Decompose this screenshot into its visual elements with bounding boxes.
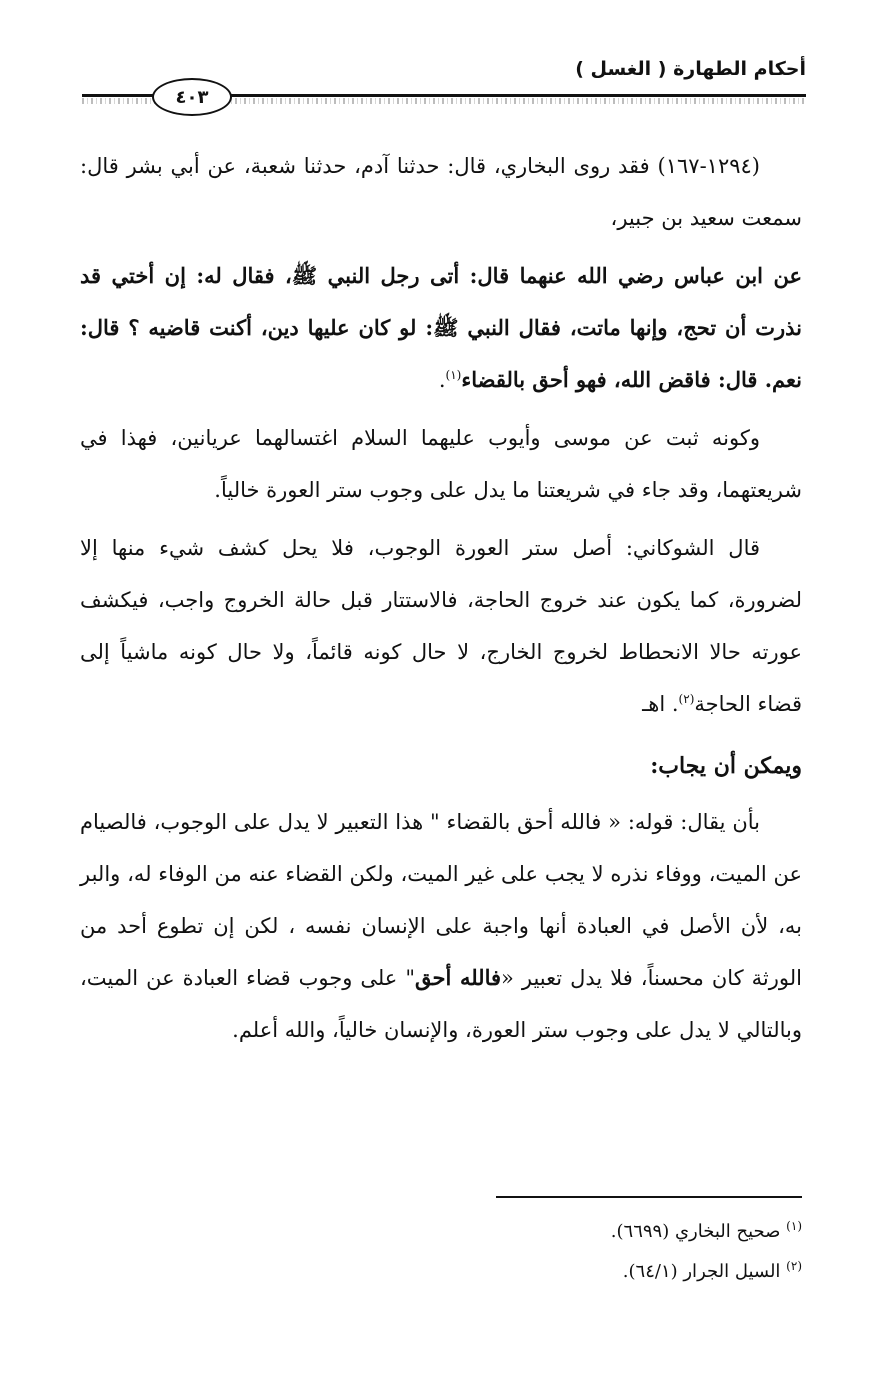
paragraph-isnad: (١٢٩٤-١٦٧) فقد روى البخاري، قال: حدثنا آدم، حدثنا شعبة، عن أبي بشر قال: سمعت سعيد بن جبير، [80,154,802,230]
paragraph-shawkani [80,522,802,730]
footnote-ref-2: (٢) [678,692,695,706]
section-heading: ويمكن أن يجاب: [650,753,802,779]
footnote-2 [80,1252,802,1292]
footnote-separator [496,1196,802,1198]
page-header [82,52,806,112]
footnote-1 [80,1212,802,1252]
hadith-end: . [438,368,446,392]
running-title: أحكام الطهارة ( الغسل ) [575,58,806,80]
paragraph-hadith [80,250,802,406]
footnotes [80,1212,802,1292]
paragraph-answer [80,796,802,1056]
footnote-2-mark: (٢) [786,1259,802,1273]
answer-text: بأن يقال: قوله: « فالله أحق بالقضاء " هذا التعبير لا يدل على الوجوب، فالصيام عن الميت، ووفاء نذره لا يجب على غير الميت، ولكن القضاء عنه من الوفاء له، والبر به، لأن الأصل في العبادة أنها واجبة على الإنسان نفسه ، لكن إن تطوع أحد من الورثة كان محسناً، فلا يدل تعبير « [80,810,802,990]
hadith-text: عن ابن عباس رضي الله عنهما قال: أتى رجل النبي ﷺ، فقال له: إن أختي قد نذرت أن تحج، وإنها ماتت، فقال النبي ﷺ: لو كان عليها دين، أكنت قاضيه ؟ قال: نعم. قال: فاقض الله، فهو أحق بالقضاء [80,263,802,392]
answer-end: " على وجوب قضاء العبادة عن الميت، وبالتالي لا يدل على وجوب ستر العورة، والإنسان خالياً، والله أعلم. [80,966,802,1042]
body-text [80,140,802,1062]
shawkani-text: قال الشوكاني: أصل ستر العورة الوجوب، فلا يحل كشف شيء منها إلا لضرورة، كما يكون عند خروج الحاجة، فالاستتار قبل حالة الخروج واجب، فيكشف عورته حالا الانحطاط لخروج الخارج، لا حال كونه قائماً، ولا حال كونه ماشياً إلى قضاء الحاجة [80,536,802,716]
answer-bold: فالله أحق [415,965,502,990]
footnote-2-text: السيل الجرار (٦٤/١). [622,1261,781,1282]
paragraph-moses-ayyub: وكونه ثبت عن موسى وأيوب عليهما السلام اغتسالهما عريانين، فهذا في شريعتهما، وقد جاء في شريعتنا ما يدل على وجوب ستر العورة خالياً. [80,426,802,502]
footnote-ref-1: (١) [445,368,462,382]
footnote-1-mark: (١) [786,1219,802,1233]
shawkani-end: . اهـ [642,692,679,716]
page-number: ٤٠٣ [152,78,232,116]
footnote-1-text: صحيح البخاري (٦٦٩٩). [610,1221,781,1242]
